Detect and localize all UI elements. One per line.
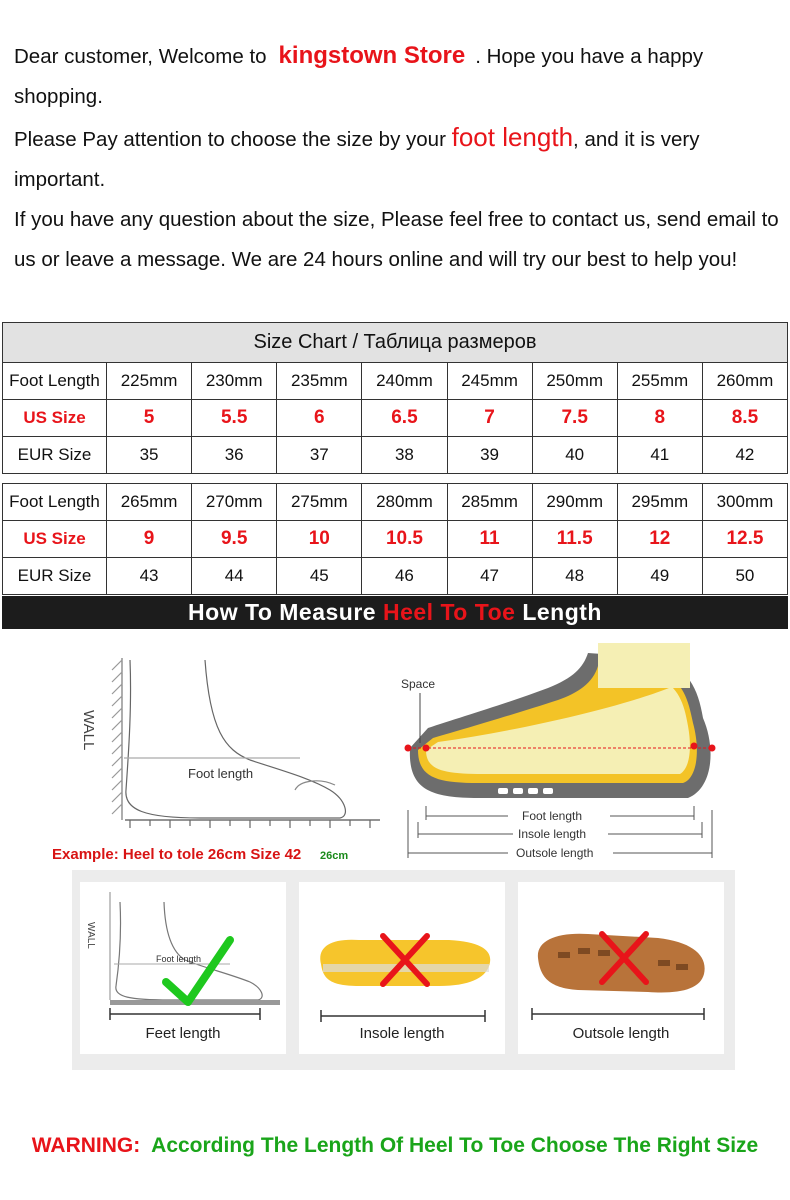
measure-banner <box>2 596 788 629</box>
size-chart-title: Size Chart / Таблица размеров <box>3 323 788 363</box>
us-size-cell: 5.5 <box>192 400 277 437</box>
eur-size-cell: 49 <box>617 558 702 595</box>
us-size-cell: 11.5 <box>532 521 617 558</box>
us-size-cell: 11 <box>447 521 532 558</box>
foot-length-cell: 265mm <box>107 484 192 521</box>
eur-size-cell: 37 <box>277 437 362 474</box>
us-size-cell: 6 <box>277 400 362 437</box>
banner-text-pre: How To Measure <box>188 599 377 625</box>
size-chart-table-1 <box>2 322 788 474</box>
eur-size-row <box>3 558 788 595</box>
intro-attention: Please Pay attention to choose the size by your <box>14 128 446 151</box>
eur-size-cell: 40 <box>532 437 617 474</box>
foot-length-row <box>3 484 788 521</box>
eur-size-cell: 44 <box>192 558 277 595</box>
row-label-us-size: US Size <box>3 521 107 558</box>
eur-size-cell: 46 <box>362 558 447 595</box>
foot-length-cell: 260mm <box>702 363 787 400</box>
foot-length-cell: 295mm <box>617 484 702 521</box>
eur-size-cell: 39 <box>447 437 532 474</box>
us-size-row <box>3 521 788 558</box>
intro-greeting: Dear customer, Welcome to <box>14 45 267 68</box>
row-label-eur-size: EUR Size <box>3 437 107 474</box>
foot-length-cell: 230mm <box>192 363 277 400</box>
us-size-cell: 10 <box>277 521 362 558</box>
foot-length-cell: 255mm <box>617 363 702 400</box>
size-chart-table-2 <box>2 483 788 595</box>
outsole-length-section-label: Outsole length <box>516 846 594 860</box>
foot-length-label: Foot length <box>188 766 254 781</box>
us-size-row <box>3 400 788 437</box>
foot-check-illustration <box>80 882 286 1022</box>
example-label: Example: Heel to tole 26cm Size 42 <box>52 846 302 863</box>
space-label: Space <box>401 677 436 691</box>
foot-length-highlight: foot length <box>451 122 574 152</box>
us-size-cell: 9 <box>107 521 192 558</box>
shoe-section-illustration <box>398 638 718 868</box>
us-size-cell: 10.5 <box>362 521 447 558</box>
foot-length-row <box>3 363 788 400</box>
row-label-us-size: US Size <box>3 400 107 437</box>
banner-text-highlight: Heel To Toe <box>382 599 516 625</box>
eur-size-cell: 50 <box>702 558 787 595</box>
foot-length-cell: 225mm <box>107 363 192 400</box>
foot-length-cell: 290mm <box>532 484 617 521</box>
foot-length-cell: 285mm <box>447 484 532 521</box>
row-label-foot-length: Foot Length <box>3 363 107 400</box>
eur-size-cell: 43 <box>107 558 192 595</box>
panel-insole-length <box>299 882 505 1054</box>
foot-length-cell: 240mm <box>362 363 447 400</box>
intro-contact: If you have any question about the size, Please feel free to contact us, send email to us or leave a message. We are 24 hours online and will try our best to help you! <box>14 208 779 271</box>
banner-text-post: Length <box>522 599 602 625</box>
eur-size-cell: 38 <box>362 437 447 474</box>
warning-label: WARNING: <box>31 1134 141 1157</box>
insole-length-caption: Insole length <box>359 1025 445 1042</box>
eur-size-cell: 36 <box>192 437 277 474</box>
us-size-cell: 8.5 <box>702 400 787 437</box>
cm-label: 26cm <box>320 850 349 862</box>
us-size-cell: 7 <box>447 400 532 437</box>
us-size-cell: 6.5 <box>362 400 447 437</box>
panel-feet-length <box>80 882 286 1054</box>
us-size-cell: 5 <box>107 400 192 437</box>
foot-wall-illustration <box>50 650 390 845</box>
warning-line <box>0 1134 790 1158</box>
foot-length-cell: 235mm <box>277 363 362 400</box>
intro-text <box>14 36 782 280</box>
row-label-eur-size: EUR Size <box>3 558 107 595</box>
eur-size-row <box>3 437 788 474</box>
foot-length-cell: 300mm <box>702 484 787 521</box>
insole-cross-illustration <box>299 882 505 1022</box>
panel-foot-length-label: Foot length <box>156 954 202 964</box>
intro-greeting-end: . Hope you have a happy shopping. <box>14 45 704 108</box>
us-size-cell: 9.5 <box>192 521 277 558</box>
checkmark-icon <box>166 940 230 1002</box>
intro-attention-end: , and it is very important. <box>14 128 700 191</box>
us-size-cell: 12.5 <box>702 521 787 558</box>
foot-length-section-label: Foot length <box>522 809 583 823</box>
foot-length-cell: 280mm <box>362 484 447 521</box>
insole-length-section-label: Insole length <box>518 827 587 841</box>
warning-text: According The Length Of Heel To Toe Choose The Right Size <box>151 1134 759 1157</box>
eur-size-cell: 47 <box>447 558 532 595</box>
us-size-cell: 7.5 <box>532 400 617 437</box>
panel-outsole-length <box>518 882 724 1054</box>
wall-label: WALL <box>80 710 97 751</box>
eur-size-cell: 42 <box>702 437 787 474</box>
outsole-length-caption: Outsole length <box>572 1025 670 1042</box>
us-size-cell: 8 <box>617 400 702 437</box>
eur-size-cell: 35 <box>107 437 192 474</box>
feet-length-caption: Feet length <box>145 1025 221 1042</box>
panel-wall-label: WALL <box>85 922 96 949</box>
foot-length-cell: 250mm <box>532 363 617 400</box>
foot-length-cell: 275mm <box>277 484 362 521</box>
foot-length-cell: 245mm <box>447 363 532 400</box>
store-name: kingstown Store <box>278 42 466 69</box>
us-size-cell: 12 <box>617 521 702 558</box>
eur-size-cell: 45 <box>277 558 362 595</box>
row-label-foot-length: Foot Length <box>3 484 107 521</box>
outsole-cross-illustration <box>518 882 724 1022</box>
eur-size-cell: 48 <box>532 558 617 595</box>
eur-size-cell: 41 <box>617 437 702 474</box>
foot-length-cell: 270mm <box>192 484 277 521</box>
